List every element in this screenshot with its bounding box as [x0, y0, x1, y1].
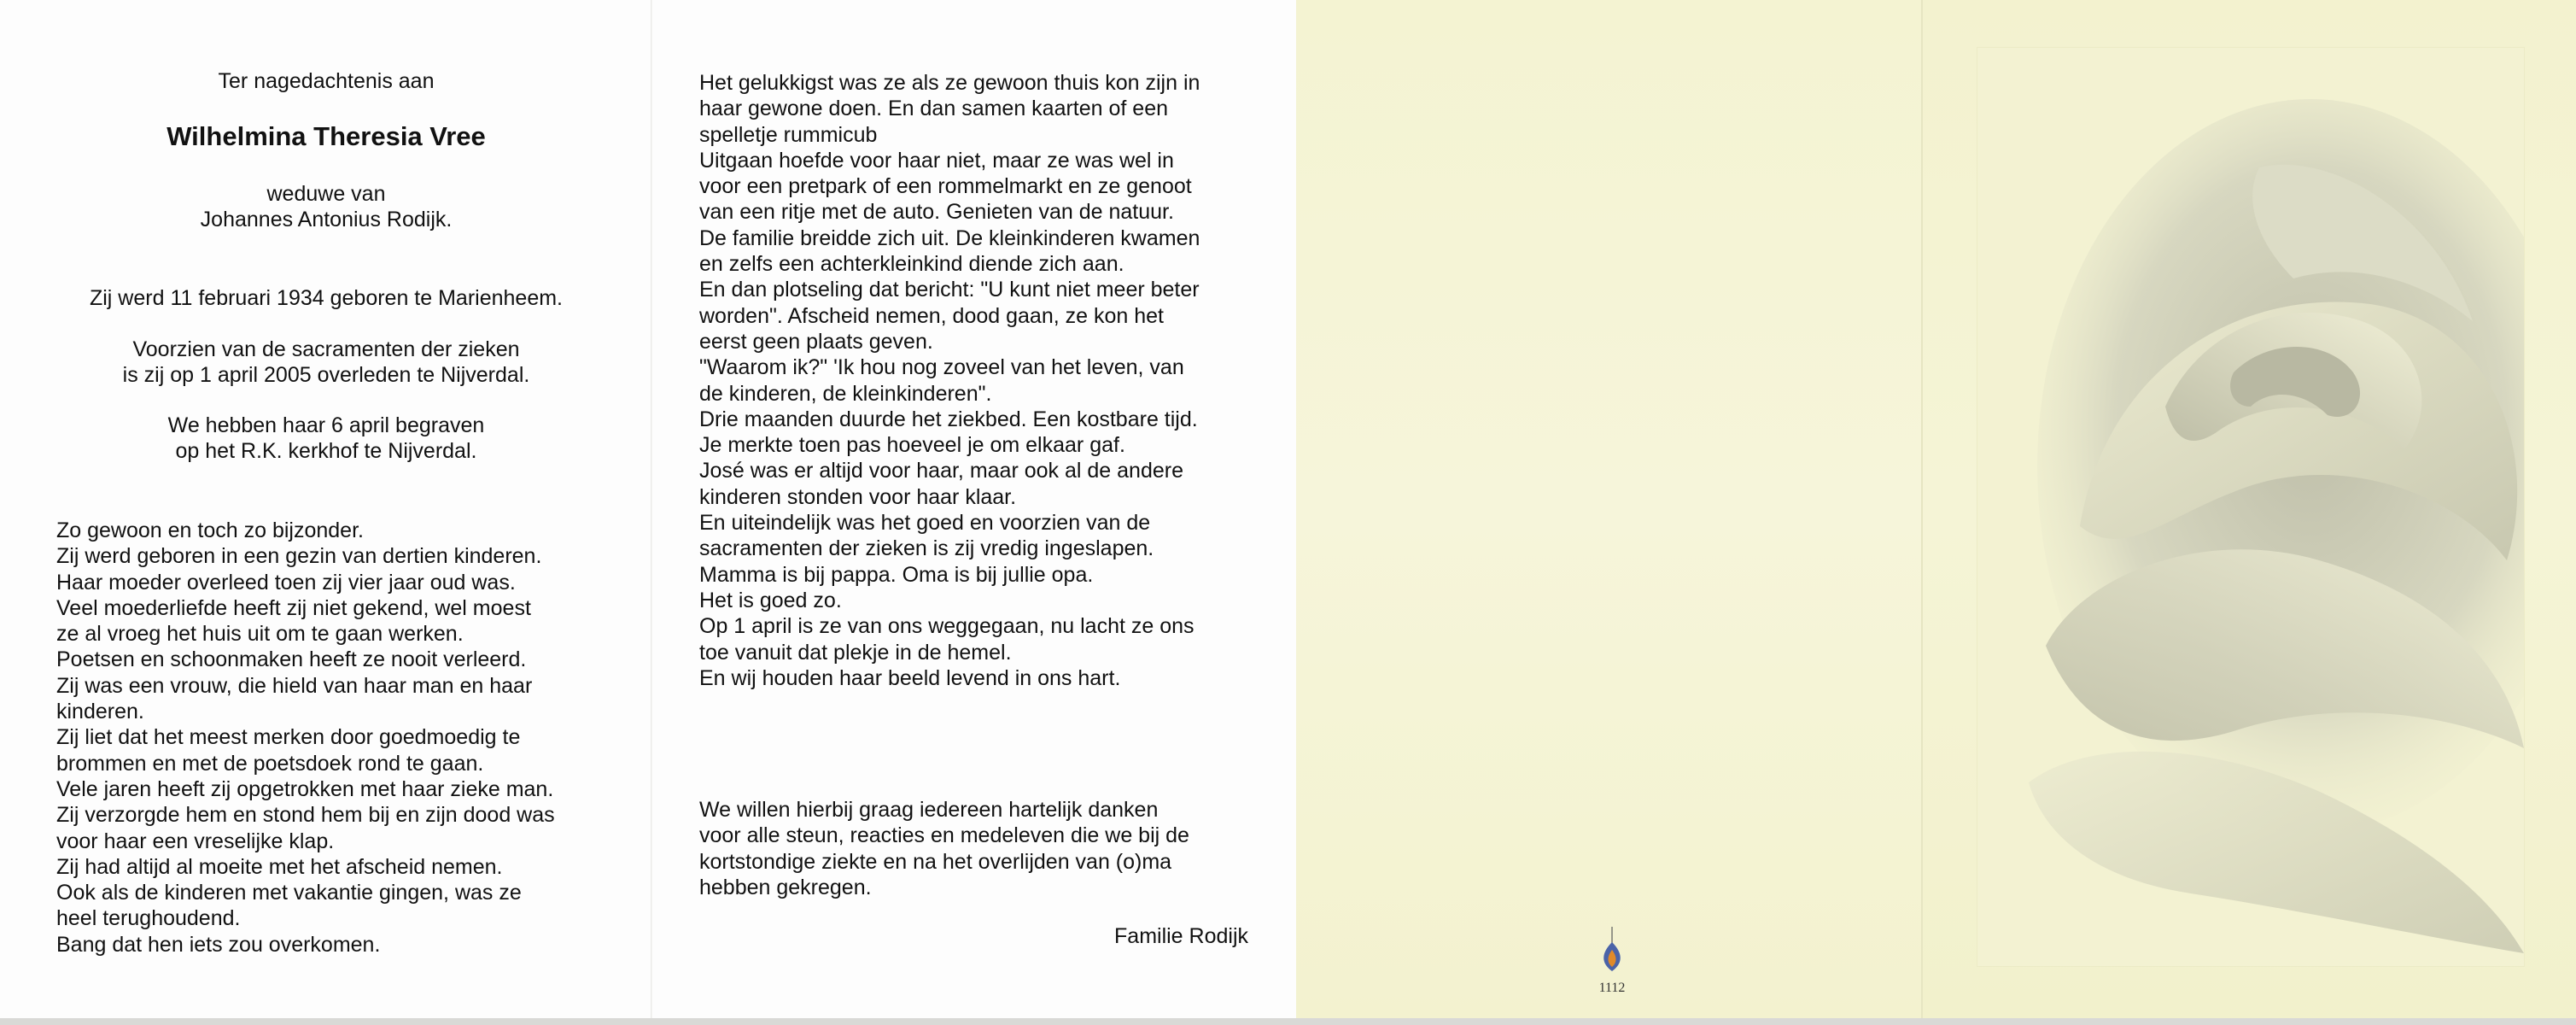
widow-line-1: weduwe van	[266, 182, 386, 206]
bottom-edge	[0, 1018, 2576, 1025]
card-code: 1112	[1598, 981, 1626, 995]
intro-text: Ter nagedachtenis aan	[218, 69, 435, 93]
burial-line-1: We hebben haar 6 april begraven	[167, 413, 485, 437]
burial-line-2: op het R.K. kerkhof te Nijverdal.	[175, 439, 477, 463]
family-signature: Familie Rodijk	[1114, 924, 1248, 948]
birth-text: Zij werd 11 februari 1934 geboren te Marienheem.	[89, 286, 564, 310]
deceased-name: Wilhelmina Theresia Vree	[166, 121, 486, 151]
life-story-part-2: Het gelukkigst was ze als ze gewoon thuis kon zijn in haar gewone doen. En dan samen kaarten of een spelletje rummicub Uitgaan hoefde voor haar niet, maar ze was wel in voor een pretpark of een rommelmarkt en ze genoot van een ritje met de auto. Genieten van de natuur. De familie breidde zich uit. De kleinkinderen kwamen en zelfs een achterkleinkind diende zich aan. En dan plotseling dat bericht: "U kunt niet meer beter worden". Afscheid nemen, dood gaan, ze kon het eerst geen plaats geven. "Waarom ik?" 'Ik hou nog zoveel van het leven, van de kinderen, de kleinkinderen". Drie maanden duurde het ziekbed. Een kostbare tijd. Je merkte toen pas hoeveel je om elkaar gaf. José was er altijd voor haar, maar ook al de andere kinderen stonden voor haar klaar. En uiteindelijk was het goed en voorzien van de sacramenten der zieken is zij vredig ingeslapen. Mamma is bij pappa. Oma is bij jullie opa. Het is goed zo. Op 1 april is ze van ons weggegaan, nu lacht ze ons toe vanuit dat plekje in de hemel. En wij houden haar beeld levend in ons hart.	[699, 71, 1200, 690]
middle-text-panel	[652, 0, 1296, 1018]
thank-you-text: We willen hierbij graag iedereen hartelijk danken voor alle steun, reacties en medeleven die we bij de kortstondige ziekte en na het overlijden van (o)ma hebben gekregen.	[699, 798, 1189, 899]
rose-image	[1977, 47, 2525, 967]
teardrop-flame-icon	[1595, 927, 1629, 978]
widow-line-2: Johannes Antonius Rodijk.	[200, 208, 453, 231]
death-line-2: is zij op 1 april 2005 overleden te Nijverdal.	[122, 363, 530, 387]
death-line-1: Voorzien van de sacramenten der zieken	[132, 337, 520, 361]
left-text-panel	[0, 0, 652, 1018]
back-cover-panel	[1296, 0, 1923, 1018]
life-story-part-1: Zo gewoon en toch zo bijzonder. Zij werd geboren in een gezin van dertien kinderen. Haar moeder overleed toen zij vier jaar oud was. Veel moederliefde heeft zij niet gekend, wel moest ze al vroeg het huis uit om te gaan werken. Poetsen en schoonmaken heeft ze nooit verleerd. Zij was een vrouw, die hield van haar man en haar kinderen. Zij liet dat het meest merken door goedmoedig te brommen en met de poetsdoek rond te gaan. Vele jaren heeft zij opgetrokken met haar zieke man. Zij verzorgde hem en stond hem bij en zijn dood was voor haar een vreselijke klap. Zij had altijd al moeite met het afscheid nemen. Ook als de kinderen met vakantie gingen, was ze heel terughoudend. Bang dat hen iets zou overkomen.	[56, 518, 555, 957]
